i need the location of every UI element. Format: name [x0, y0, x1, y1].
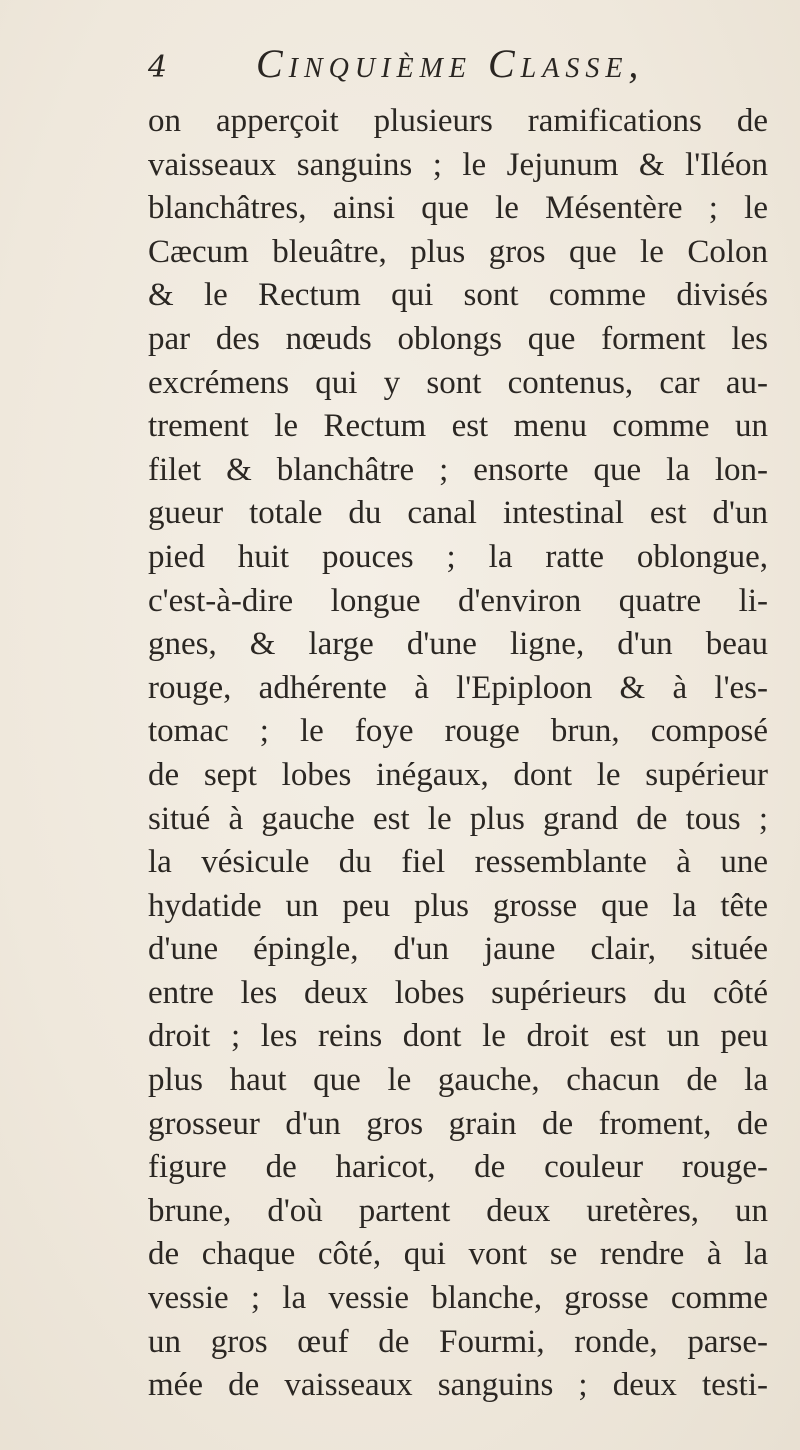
text-line: excrémens qui y sont contenus, car au- — [148, 364, 768, 401]
text-line: par des nœuds oblongs que forment les — [148, 320, 768, 357]
text-line: figure de haricot, de couleur rouge- — [148, 1149, 768, 1186]
text-line: pied huit pouces ; la ratte oblongue, — [148, 538, 768, 575]
body-text — [148, 100, 768, 1408]
running-title: Cinquième Classe, — [256, 41, 645, 86]
text-line: on apperçoit plusieurs ramifications de — [148, 103, 768, 139]
text-line: droit ; les reins dont le droit est un peu — [148, 1018, 768, 1055]
text-line: la vésicule du fiel ressemblante à une — [148, 844, 768, 881]
text-line: filet & blanchâtre ; ensorte que la lon- — [148, 451, 768, 488]
text-line: tomac ; le foye rouge brun, composé — [148, 713, 768, 750]
text-line: de chaque côté, qui vont se rendre à la — [148, 1236, 768, 1273]
text-line: trement le Rectum est menu comme un — [148, 408, 768, 445]
text-line: grosseur d'un gros grain de froment, de — [148, 1105, 768, 1142]
text-line: gueur totale du canal intestinal est d'un — [148, 495, 768, 532]
text-line: situé à gauche est le plus grand de tous ; — [148, 800, 768, 837]
text-line: gnes, & large d'une ligne, d'un beau — [148, 626, 768, 663]
text-line: Cæcum bleuâtre, plus gros que le Colon — [148, 233, 768, 270]
text-line: de sept lobes inégaux, dont le supérieur — [148, 756, 768, 793]
text-line: vaisseaux sanguins ; le Jejunum & l'Iléon — [148, 146, 768, 183]
text-line: plus haut que le gauche, chacun de la — [148, 1062, 768, 1099]
text-line: blanchâtres, ainsi que le Mésentère ; le — [148, 190, 768, 227]
text-line: brune, d'où partent deux uretères, un — [148, 1192, 768, 1229]
text-line: entre les deux lobes supérieurs du côté — [148, 974, 768, 1011]
text-line: mée de vaisseaux sanguins ; deux testi- — [148, 1367, 768, 1404]
text-line: d'une épingle, d'un jaune clair, située — [148, 931, 768, 968]
text-line: rouge, adhérente à l'Epiploon & à l'es- — [148, 669, 768, 706]
text-line: vessie ; la vessie blanche, grosse comme — [148, 1280, 768, 1317]
page-number: 4 — [148, 50, 168, 85]
text-line: & le Rectum qui sont comme divisés — [148, 277, 768, 314]
text-line: hydatide un peu plus grosse que la tête — [148, 887, 768, 924]
text-line: c'est-à-dire longue d'environ quatre li- — [148, 582, 768, 619]
running-head — [148, 40, 768, 92]
text-line: un gros œuf de Fourmi, ronde, parse- — [148, 1323, 768, 1360]
